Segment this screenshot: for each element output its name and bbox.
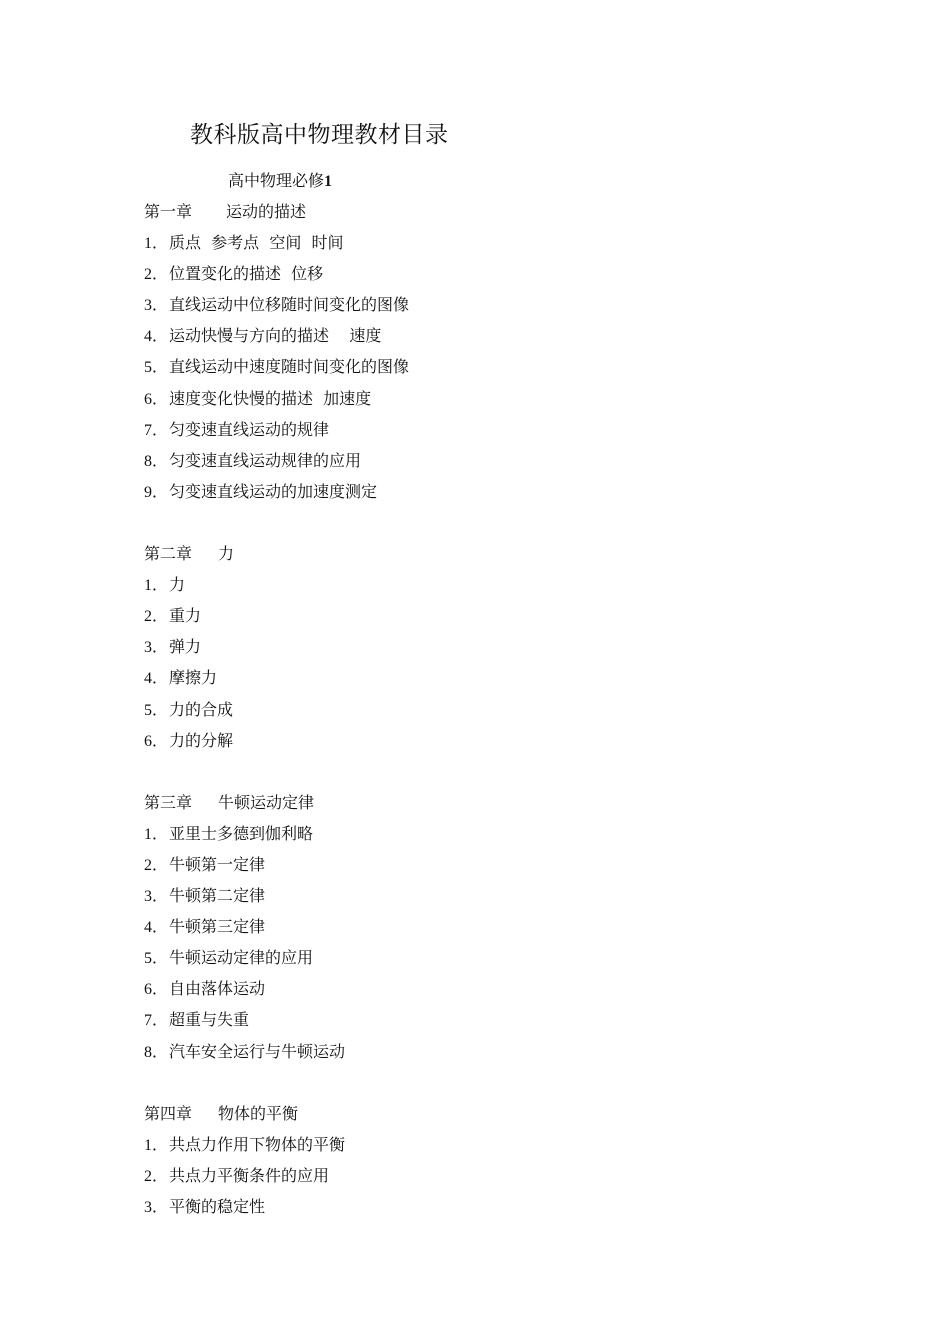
item-index: 4． [144, 328, 169, 346]
chapter-name: 运动的描述 [226, 202, 307, 221]
item-text: 质点 参考点 空间 时间 [169, 233, 344, 253]
chapter-name: 牛顿运动定律 [218, 792, 315, 812]
item-index: 6． [144, 732, 169, 750]
chapter-heading [144, 538, 844, 569]
item-index: 3． [144, 1199, 169, 1216]
chapter-heading [144, 1098, 844, 1129]
section-spacer [144, 1067, 844, 1098]
list-item [144, 694, 844, 725]
list-item [144, 973, 844, 1004]
item-index: 1． [144, 235, 169, 253]
section-spacer [144, 507, 844, 538]
item-text: 力 [169, 575, 186, 595]
table-of-contents [144, 196, 844, 1222]
chapter-heading [144, 196, 844, 227]
item-index: 3． [144, 639, 169, 657]
list-item [144, 1191, 844, 1222]
list-item [144, 1004, 844, 1035]
item-index: 3． [144, 297, 169, 315]
item-index: 5． [144, 950, 169, 968]
list-item [144, 258, 844, 289]
volume-subtitle-text: 高中物理必修 [228, 171, 325, 190]
item-index: 5． [144, 701, 169, 719]
list-item [144, 849, 844, 880]
item-index: 2． [144, 1167, 169, 1185]
item-index: 1． [144, 1136, 169, 1154]
chapter-label: 第四章 [144, 1103, 193, 1123]
list-item [144, 569, 844, 600]
item-text: 力的分解 [169, 730, 234, 750]
list-item [144, 414, 844, 445]
item-text: 直线运动中位移随时间变化的图像 [169, 295, 410, 315]
item-index: 6． [144, 981, 169, 999]
item-text: 匀变速直线运动的规律 [169, 419, 330, 439]
list-item [144, 725, 844, 756]
item-index: 4． [144, 919, 169, 937]
chapter-label: 第二章 [144, 544, 193, 564]
item-text: 汽车安全运行与牛顿运动 [169, 1041, 346, 1061]
list-item [144, 445, 844, 476]
item-index: 2． [144, 856, 169, 874]
item-text: 摩擦力 [169, 668, 218, 688]
item-text: 自由落体运动 [169, 979, 266, 999]
list-item [144, 631, 844, 662]
item-text: 重力 [169, 606, 202, 626]
chapter-name: 物体的平衡 [218, 1103, 299, 1123]
item-index: 1． [144, 825, 169, 843]
volume-subtitle-number: 1 [324, 173, 333, 190]
list-item [144, 662, 844, 693]
item-text: 位置变化的描述 位移 [169, 264, 324, 284]
list-item [144, 600, 844, 631]
item-index: 8． [144, 452, 169, 470]
item-index: 8． [144, 1043, 169, 1061]
item-text: 直线运动中速度随时间变化的图像 [169, 357, 410, 377]
list-item [144, 818, 844, 849]
list-item [144, 1036, 844, 1067]
chapter-label: 第一章 [144, 202, 193, 221]
item-index: 7． [144, 421, 169, 439]
item-text: 匀变速直线运动规律的应用 [169, 450, 362, 470]
item-text: 亚里士多德到伽利略 [169, 823, 314, 843]
list-item [144, 476, 844, 507]
item-text: 牛顿运动定律的应用 [169, 948, 314, 968]
item-index: 2． [144, 608, 169, 626]
item-text: 平衡的稳定性 [169, 1197, 266, 1216]
section-spacer [144, 756, 844, 787]
list-item [144, 227, 844, 258]
item-index: 2． [144, 266, 169, 284]
list-item [144, 289, 844, 320]
list-item [144, 351, 844, 382]
list-item [144, 911, 844, 942]
list-item [144, 320, 844, 351]
list-item [144, 1160, 844, 1191]
item-index: 7． [144, 1012, 169, 1030]
item-text: 匀变速直线运动的加速度测定 [169, 481, 378, 501]
item-text: 超重与失重 [169, 1010, 250, 1030]
volume-subtitle [228, 168, 332, 195]
chapter-heading [144, 787, 844, 818]
item-index: 9． [144, 483, 169, 501]
item-text: 力的合成 [169, 699, 234, 719]
item-index: 1． [144, 577, 169, 595]
item-index: 6． [144, 390, 169, 408]
chapter-name: 力 [218, 544, 235, 564]
list-item [144, 942, 844, 973]
document-title: 教科版高中物理教材目录 [190, 122, 449, 148]
list-item [144, 880, 844, 911]
list-item [144, 1129, 844, 1160]
list-item [144, 383, 844, 414]
item-text: 速度变化快慢的描述 加速度 [169, 388, 372, 408]
item-index: 4． [144, 670, 169, 688]
item-text: 弹力 [169, 637, 202, 657]
item-text: 牛顿第二定律 [169, 886, 266, 906]
item-text: 运动快慢与方向的描述 速度 [169, 326, 382, 346]
item-text: 共点力作用下物体的平衡 [169, 1134, 346, 1154]
item-text: 共点力平衡条件的应用 [169, 1165, 330, 1185]
item-text: 牛顿第一定律 [169, 854, 266, 874]
item-index: 5． [144, 359, 169, 377]
item-text: 牛顿第三定律 [169, 917, 266, 937]
item-index: 3． [144, 888, 169, 906]
chapter-label: 第三章 [144, 792, 193, 812]
